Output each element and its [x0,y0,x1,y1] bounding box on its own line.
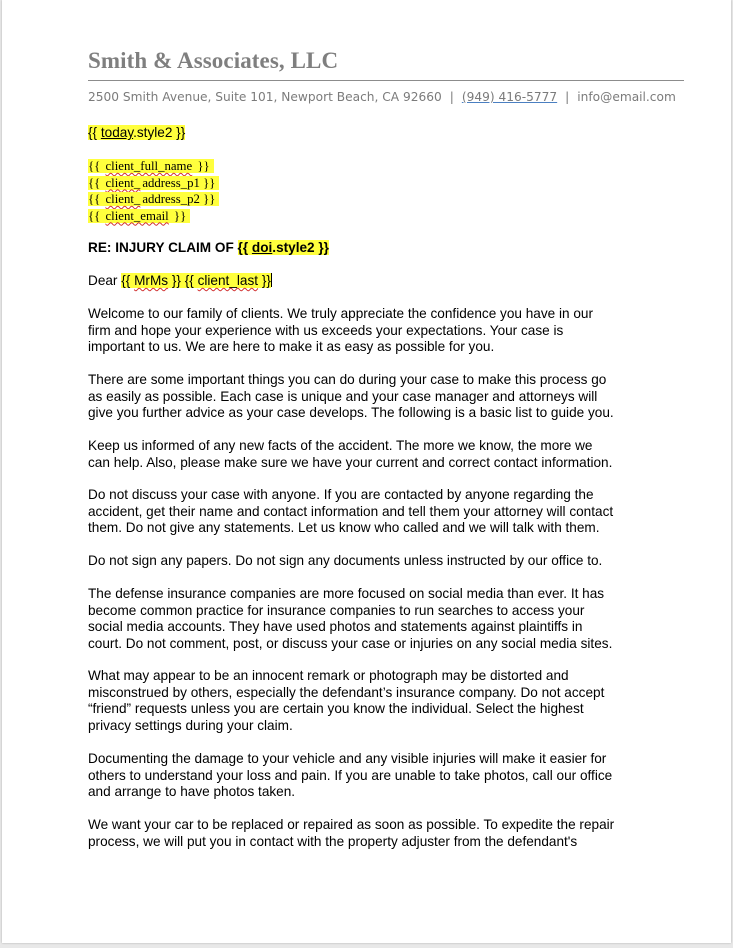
body-paragraph[interactable] [88,438,668,471]
paragraph-line: and arrange to have photos taken. [88,784,296,799]
paragraph-line: important to us. We are here to make it as easy as possible for you. [88,339,495,354]
body-paragraph[interactable] [88,306,668,356]
field-name: client_ [105,192,141,206]
paragraph-line: social media accounts. They have used photos and statements against plaintiffs in [88,619,583,634]
paragraph-line: give you further advice as your case develops. The following is a basic list to guide you. [88,405,614,420]
field-name: client_full_name [105,159,193,173]
field-name: client_last [197,273,259,288]
subject-line[interactable] [88,240,329,256]
separator: | [449,90,454,104]
field-name: MrMs [134,273,169,288]
paragraph-line: firm and hope your experience with us exceeds your expectations. Your case is [88,322,564,338]
paragraph-line: Do not discuss your case with anyone. If you are contacted by anyone regarding the [88,487,594,502]
recipient-line[interactable]: {{ client_full_name }} [88,158,219,175]
paragraph-line: others to understand your loss and pain. If you are unable to take photos, call our office [88,767,613,783]
body-paragraph[interactable] [88,586,668,652]
body-paragraph[interactable] [88,372,668,422]
salutation-dear: Dear [88,273,122,288]
date-line[interactable] [88,125,185,141]
firm-phone[interactable]: (949) 416-5777 [461,90,558,104]
firm-address: 2500 Smith Avenue, Suite 101, Newport Beach, CA 92660 [88,90,442,104]
subject-prefix: RE: INJURY CLAIM OF [88,240,238,255]
paragraph-line: Documenting the damage to your vehicle and any visible injuries will make it easier for [88,751,607,766]
paragraph-line: misconstrued by others, especially the defendant’s insurance company. Do not accept [88,684,605,700]
paragraph-line: privacy settings during your claim. [88,717,293,733]
paragraph-line: process, we will put you in contact with the property adjuster from the defendant's [88,833,578,849]
body-paragraph[interactable] [88,751,668,801]
text-cursor [271,273,272,287]
mrms-merge-field[interactable]: {{ MrMs }} [121,273,185,288]
paragraph-line: We want your car to be replaced or repaired as soon as possible. To expedite the repair [88,817,615,832]
recipient-line[interactable]: {{ client_ address_p1 }} [88,175,219,192]
paragraph-line: “friend” requests unless you are certain you know the individual. Select the highest [88,701,584,716]
paragraph-line: There are some important things you can do during your case to make this process go [88,372,607,387]
paragraph-line: Do not sign any papers. Do not sign any documents unless instructed by our office to. [88,553,603,568]
body-paragraph[interactable] [88,487,668,537]
paragraph-line: accident, get their name and contact information and tell them your attorney will contact [88,503,614,519]
firm-email[interactable]: info@email.com [577,90,676,104]
recipient-line[interactable]: {{ client_ address_p2 }} [88,191,219,208]
body-paragraph[interactable] [88,817,668,850]
separator: | [565,90,570,104]
salutation-line[interactable] [88,273,272,289]
paragraph-line: Welcome to our family of clients. We truly appreciate the confidence you have in our [88,306,593,321]
field-name: doi [251,240,273,255]
date-merge-field[interactable] [88,125,185,140]
paragraph-line: court. Do not comment, post, or discuss your case or injuries on any social media sites. [88,635,613,651]
paragraph-line: can help. Also, please make sure we have your current and correct contact information. [88,454,613,470]
body-paragraph[interactable] [88,553,668,570]
body-paragraph[interactable] [88,668,668,734]
letterhead-contact [88,90,676,104]
client-last-merge-field[interactable]: {{ client_last }} [184,273,271,288]
field-name: today [100,125,134,140]
recipient-line[interactable]: {{ client_email }} [88,208,219,225]
paragraph-line: them. Do not give any statements. Let us know who called and we will talk with them. [88,520,600,535]
paragraph-line: become common practice for insurance companies to run searches to access your [88,602,585,618]
paragraph-line: Keep us informed of any new facts of the accident. The more we know, the more we [88,438,593,453]
letterhead-divider [88,80,684,81]
field-suffix: .style2 }} [133,125,186,140]
field-name: client_email [105,208,169,223]
paragraph-line: The defense insurance companies are more focused on social media than ever. It has [88,586,605,601]
recipient-block[interactable] [88,158,219,224]
firm-name: Smith & Associates, LLC [88,48,339,73]
field-open: {{ [88,125,101,140]
field-name: client_ [105,175,141,190]
paragraph-line: as easily as possible. Each case is unique and your case manager and attorneys will [88,388,598,404]
paragraph-line: What may appear to be an innocent remark or photograph may be distorted and [88,668,569,683]
document-page [2,0,731,943]
doi-merge-field[interactable]: {{ doi.style2 }} [237,240,329,255]
